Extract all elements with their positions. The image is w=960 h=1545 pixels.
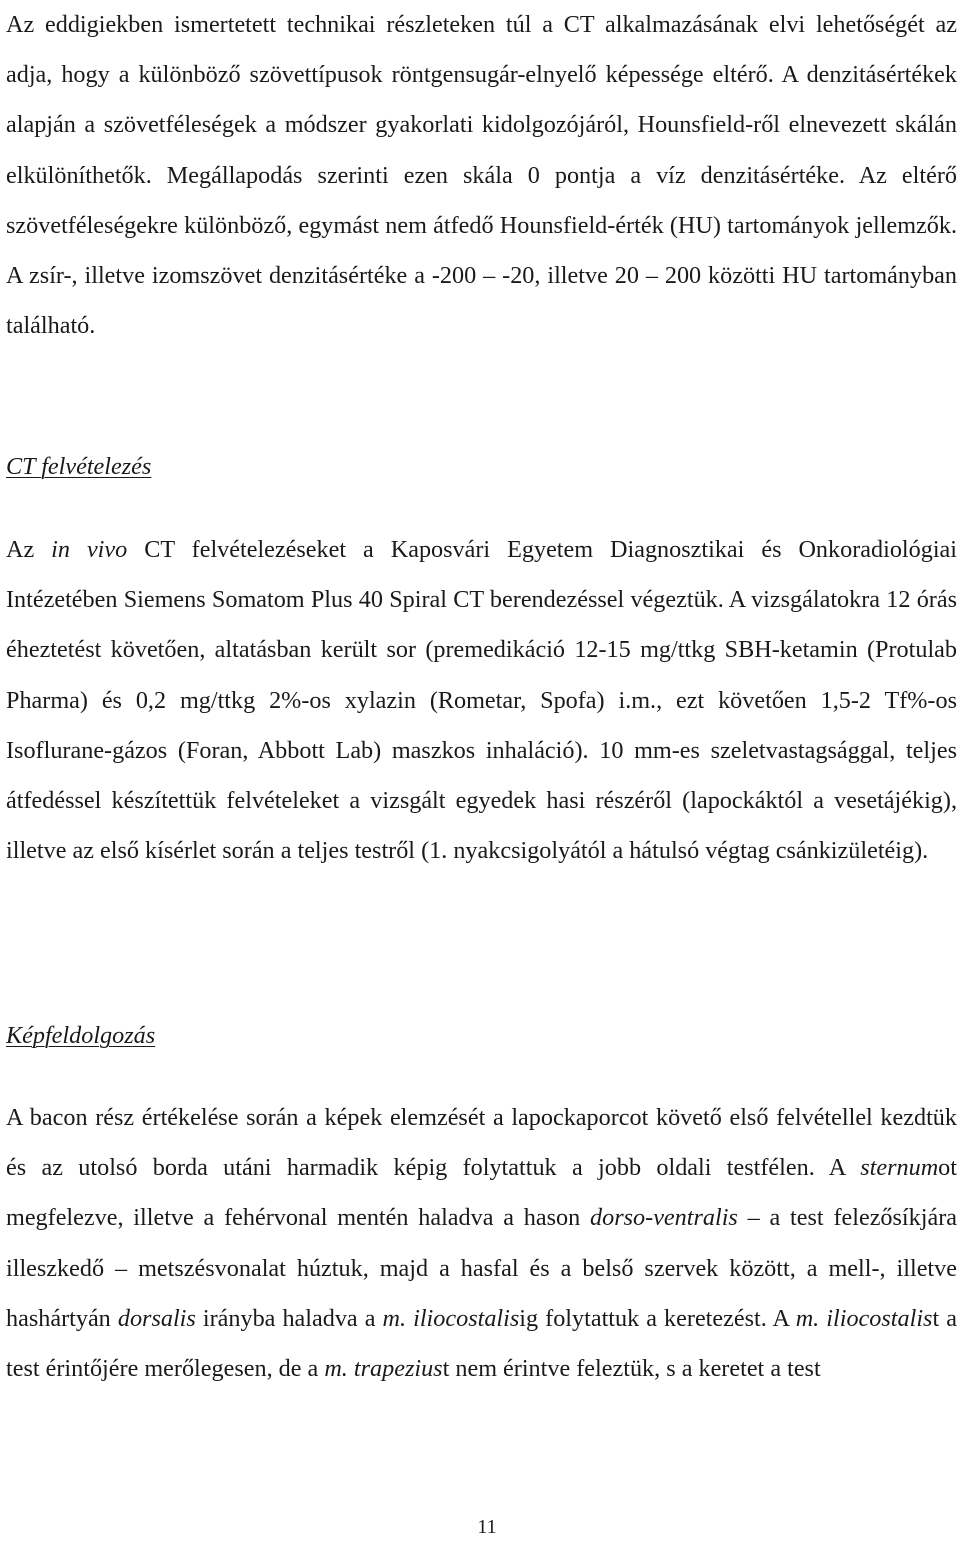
text-run: ot megfelezve, illetve a fehérvonal mentén haladva a hason <box>6 1154 957 1232</box>
italic-term: m. iliocostalis <box>795 1304 933 1332</box>
section-heading-image-processing: Képfeldolgozás <box>6 1022 156 1049</box>
paragraph-ct-imaging <box>6 525 957 876</box>
text-run: CT felvételezéseket a Kaposvári Egyetem Diagnosztikai és Onkoradiológiai Intézetében Siemens Somatom Plus 40 Spiral CT berendezéssel végeztük. A vizsgálatokra 12 órás éheztetést követően, altatásban került sor (premedikáció 12-15 mg/ttkg SBH-ketamin (Protulab Pharma) és 0,2 mg/ttkg 2%-os xylazin (Rometar, Spofa) i.m., ezt követően 1,5-2 Tf%-os Isoflurane-gázos (Foran, Abbott Lab) maszkos inhaláció). 10 mm-es szeletvastagsággal, teljes átfedéssel készítettük felvételeket a vizsgált egyedek hasi részéről (lapockáktól a vesetájékig), illetve az első kísérlet során a teljes testről (1. nyakcsigolyától a hátulsó végtag csánkizületéig). <box>6 536 957 865</box>
italic-term: m. trapezius <box>324 1355 443 1383</box>
text-run: ig folytattuk a keretezést. A <box>519 1304 796 1332</box>
text-run: t a test érintőjére merőlegesen, de a <box>6 1304 957 1383</box>
italic-term: dorso-ventralis <box>590 1204 738 1232</box>
italic-term: in vivo <box>51 536 128 563</box>
text-run: irányba haladva a <box>195 1304 383 1332</box>
text-run: – a test felezősíkjára illeszkedő – metszésvonalat húztuk, majd a hasfal és a belső szervek között, a mell-, illetve hashártyán <box>6 1204 957 1332</box>
text-run: A bacon rész értékelése során a képek elemzését a lapockaporcot követő első felvétellel kezdtük és az utolsó borda utáni harmadik képig folytattuk a jobb oldali testfélen. A <box>6 1104 957 1182</box>
paragraph-ct-density: Az eddigiekben ismertetett technikai részleteken túl a CT alkalmazásának elvi lehetőségét az adja, hogy a különböző szövettípusok röntgensugár-elnyelő képessége eltérő. A denzitásértékek alapján a szövetféleségek a módszer gyakorlati kidolgozójáról, Hounsfield-ről elnevezett skálán elkülöníthetők. Megállapodás szerinti ezen skála 0 pontja a víz denzitásértéke. Az eltérő szövetféleségekre különböző, egymást nem átfedő Hounsfield-érték (HU) tartományok jellemzők. A zsír-, illetve izomszövet denzitásértéke a -200 – -20, illetve 20 – 200 közötti HU tartományban található. <box>6 11 957 340</box>
paragraph-image-processing <box>6 1093 957 1394</box>
italic-term: m. iliocostalis <box>382 1304 520 1332</box>
section-heading-ct-imaging: CT felvételezés <box>6 453 152 480</box>
page-number: 11 <box>477 1516 497 1538</box>
italic-term: dorsalis <box>117 1304 196 1332</box>
italic-term: sternum <box>860 1154 939 1182</box>
text-run: Az <box>6 536 52 563</box>
text-run: t nem érintve feleztük, s a keretet a test <box>442 1355 821 1383</box>
